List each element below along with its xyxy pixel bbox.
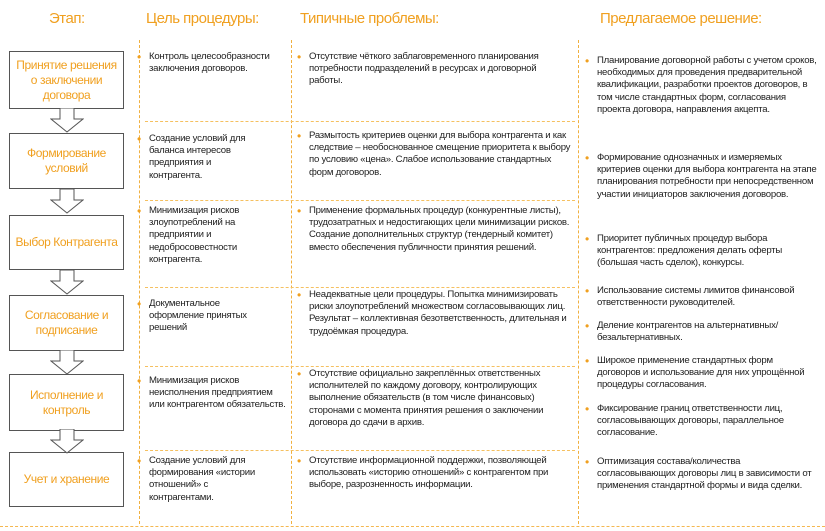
problem-text: Размытость критериев оценки для выбора контрагента и как следствие – необоснованное смещение приоритета к выбору по условию «цена». Слабое использование стандартных форм договоров. <box>309 130 571 178</box>
solution-text: Приоритет публичных процедур выбора контрагентов: предложения делать оферты (большая часть сделок), конкурсы. <box>597 233 783 269</box>
goal-text: Минимизация рисков злоупотреблений на предприятии и недобросовестности контрагента. <box>149 205 240 265</box>
bullet-icon: • <box>585 151 589 165</box>
bullet-icon: • <box>137 132 141 146</box>
solution-text: Использование системы лимитов финансовой ответственности руководителей. <box>597 285 795 309</box>
problem-cell <box>297 289 572 338</box>
problem-text: Отсутствие информационной поддержки, позволяющей использовать «историю отношений» с контрагентом при выборе, разрозненность информации. <box>309 455 549 491</box>
solution-item <box>585 403 817 440</box>
problem-cell <box>297 51 572 88</box>
bullet-icon: • <box>137 374 141 388</box>
column-separator <box>578 40 579 524</box>
stage-box-storage: Учет и хранение <box>9 452 124 507</box>
bottom-separator <box>0 526 825 527</box>
stage-box-conditions: Формирование условий <box>9 133 124 189</box>
problem-text: Отсутствие официально закреплённых ответственных исполнителей по каждому договору, контролирующих выполнение обязательств (в том числе финансовых) сторонами с момента принятия решения о заключении договора до сдачи в архив. <box>309 368 544 428</box>
bullet-icon: • <box>137 204 141 218</box>
solution-item <box>585 285 817 309</box>
header-goal: Цель процедуры: <box>146 10 259 27</box>
goal-cell <box>137 298 262 335</box>
solution-item <box>585 233 817 270</box>
goal-text: Создание условий для баланса интересов предприятия и контрагента. <box>149 133 246 181</box>
header-stage: Этап: <box>49 10 85 27</box>
problem-text: Неадекватные цели процедуры. Попытка минимизировать риски злоупотреблений множеством согласовывающих лиц. Результат – коллективная безответственность, длительная и трудоёмкая процедура. <box>309 289 567 337</box>
solution-text: Фиксирование границ ответственности лиц, согласовывающих договоры, параллельное согласование. <box>597 403 784 439</box>
down-arrow-icon <box>50 108 84 133</box>
stage-box-contractor: Выбор Контрагента <box>9 215 124 270</box>
bullet-icon: • <box>297 50 301 64</box>
bullet-icon: • <box>137 297 141 311</box>
goal-cell <box>137 375 287 412</box>
solution-text: Широкое применение стандартных форм договоров и использование для них упрощённой процедуры согласования. <box>597 355 805 391</box>
row-separator <box>145 366 575 367</box>
goal-text: Создание условий для формирования «истории отношений» с контрагентами. <box>149 455 255 503</box>
bullet-icon: • <box>585 284 589 298</box>
solution-text: Планирование договорной работы с учетом сроков, необходимых для проведения предварительной квалификации, разработки проектов договоров, в том числе стандартных форм, согласования проекта договора, направления акцепта. <box>597 55 817 115</box>
problem-cell <box>297 455 575 492</box>
bullet-icon: • <box>585 455 589 469</box>
column-separator <box>291 40 292 524</box>
problem-text: Отсутствие чёткого заблаговременного планирования потребности подразделений в ресурсах и договорной работы. <box>309 51 539 87</box>
problem-cell <box>297 130 575 179</box>
solution-text: Оптимизация состава/количества согласовывающих договоры лиц в зависимости от применения стандартной формы и вида сделки. <box>597 456 812 492</box>
solution-item <box>585 456 817 493</box>
stage-box-approval: Согласование и подписание <box>9 295 124 351</box>
down-arrow-icon <box>50 270 84 295</box>
down-arrow-icon <box>50 189 84 214</box>
bullet-icon: • <box>585 354 589 368</box>
bullet-icon: • <box>585 402 589 416</box>
down-arrow-icon <box>50 350 84 375</box>
row-separator <box>145 287 575 288</box>
header-solution: Предлагаемое решение: <box>600 10 762 27</box>
bullet-icon: • <box>297 367 301 381</box>
solution-text: Формирование однозначных и измеряемых критериев оценки для выбора контрагента на этапе планирования потребности при непосредственном участии инициаторов заключения договоров. <box>597 152 817 200</box>
bullet-icon: • <box>585 319 589 333</box>
problem-text: Применение формальных процедур (конкурентные листы), трудозатратных и недостигающих цели минимизации рисков. Создание дополнительных структур (тендерный комитет) вместо обеспечения публичности принятия решений. <box>309 205 570 253</box>
bullet-icon: • <box>297 204 301 218</box>
bullet-icon: • <box>585 54 589 68</box>
goal-text: Документальное оформление принятых решений <box>149 298 247 334</box>
column-separator <box>139 40 140 524</box>
solution-item <box>585 320 817 344</box>
down-arrow-icon <box>50 429 84 454</box>
bullet-icon: • <box>297 129 301 143</box>
stage-box-execution: Исполнение и контроль <box>9 374 124 431</box>
goal-text: Минимизация рисков неисполнения предприятием или контрагентом обязательств. <box>149 375 286 411</box>
bullet-icon: • <box>137 454 141 468</box>
bullet-icon: • <box>137 50 141 64</box>
bullet-icon: • <box>297 454 301 468</box>
goal-cell <box>137 205 262 266</box>
problem-cell <box>297 205 572 254</box>
row-separator <box>145 121 575 122</box>
solution-item <box>585 355 817 392</box>
problem-cell <box>297 368 572 429</box>
solution-item <box>585 152 817 201</box>
goal-text: Контроль целесообразности заключения договоров. <box>149 51 270 75</box>
bullet-icon: • <box>585 232 589 246</box>
goal-cell <box>137 455 272 504</box>
row-separator <box>145 200 575 201</box>
solution-item <box>585 55 817 116</box>
goal-cell <box>137 133 262 182</box>
stage-box-decision: Принятие решения о заключении договора <box>9 51 124 109</box>
row-separator <box>145 450 575 451</box>
header-problems: Типичные проблемы: <box>300 10 439 27</box>
bullet-icon: • <box>297 288 301 302</box>
solution-text: Деление контрагентов на альтернативных/безальтернативных. <box>597 320 779 344</box>
goal-cell <box>137 51 272 75</box>
